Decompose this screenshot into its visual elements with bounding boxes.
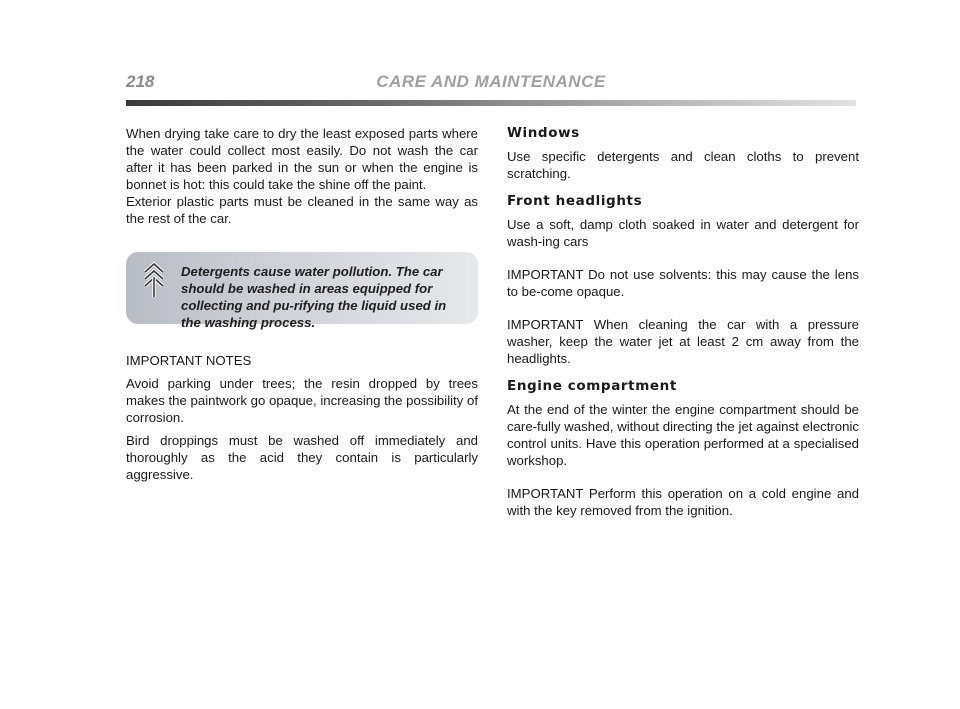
plastic-parts-paragraph: Exterior plastic parts must be cleaned in the same way as the rest of the car.: [126, 194, 478, 226]
page-number: 218: [126, 72, 155, 91]
drying-paragraph: When drying take care to dry the least exposed parts where the water could collect most easily. Do not wash the car after it has been parked in the sun or when the engine is bonnet is hot: this could take the shine off the paint.: [126, 126, 478, 192]
headlights-important-pressure-washer: IMPORTANT When cleaning the car with a pressure washer, keep the water jet at least 2 cm away from the headlights.: [507, 317, 859, 366]
windows-text: Use specific detergents and clean cloths to prevent scratching.: [507, 149, 859, 181]
section-title: CARE AND MAINTENANCE: [376, 72, 606, 91]
important-notes-heading: IMPORTANT NOTES: [126, 353, 252, 368]
page-header: [126, 70, 856, 110]
headlights-important-solvents: IMPORTANT Do not use solvents: this may cause the lens to be-come opaque.: [507, 267, 859, 299]
windows-heading: Windows: [507, 125, 580, 141]
engine-important-note: IMPORTANT Perform this operation on a cold engine and with the key removed from the ignition.: [507, 486, 859, 518]
right-column: [507, 125, 859, 519]
front-headlights-heading: Front headlights: [507, 193, 643, 209]
engine-compartment-text: At the end of the winter the engine compartment should be care-fully washed, without directing the jet against electronic control units. Have this operation performed at a specialised workshop.: [507, 402, 859, 468]
header-rule: [126, 100, 856, 106]
engine-compartment-heading: Engine compartment: [507, 378, 677, 394]
environment-warning-text: Detergents cause water pollution. The car should be washed in areas equipped for collecting and pu-rifying the liquid used in the washing process.: [181, 264, 447, 330]
left-column: [126, 125, 478, 227]
important-notes: [126, 352, 478, 483]
environment-warning-icon: [142, 262, 166, 298]
environment-warning-box: [126, 252, 478, 330]
trees-note: Avoid parking under trees; the resin dropped by trees makes the paintwork go opaque, increasing the possibility of corrosion.: [126, 376, 478, 425]
bird-droppings-note: Bird droppings must be washed off immediately and thoroughly as the acid they contain is particularly aggressive.: [126, 433, 478, 482]
headlights-text: Use a soft, damp cloth soaked in water and detergent for wash-ing cars: [507, 217, 859, 249]
